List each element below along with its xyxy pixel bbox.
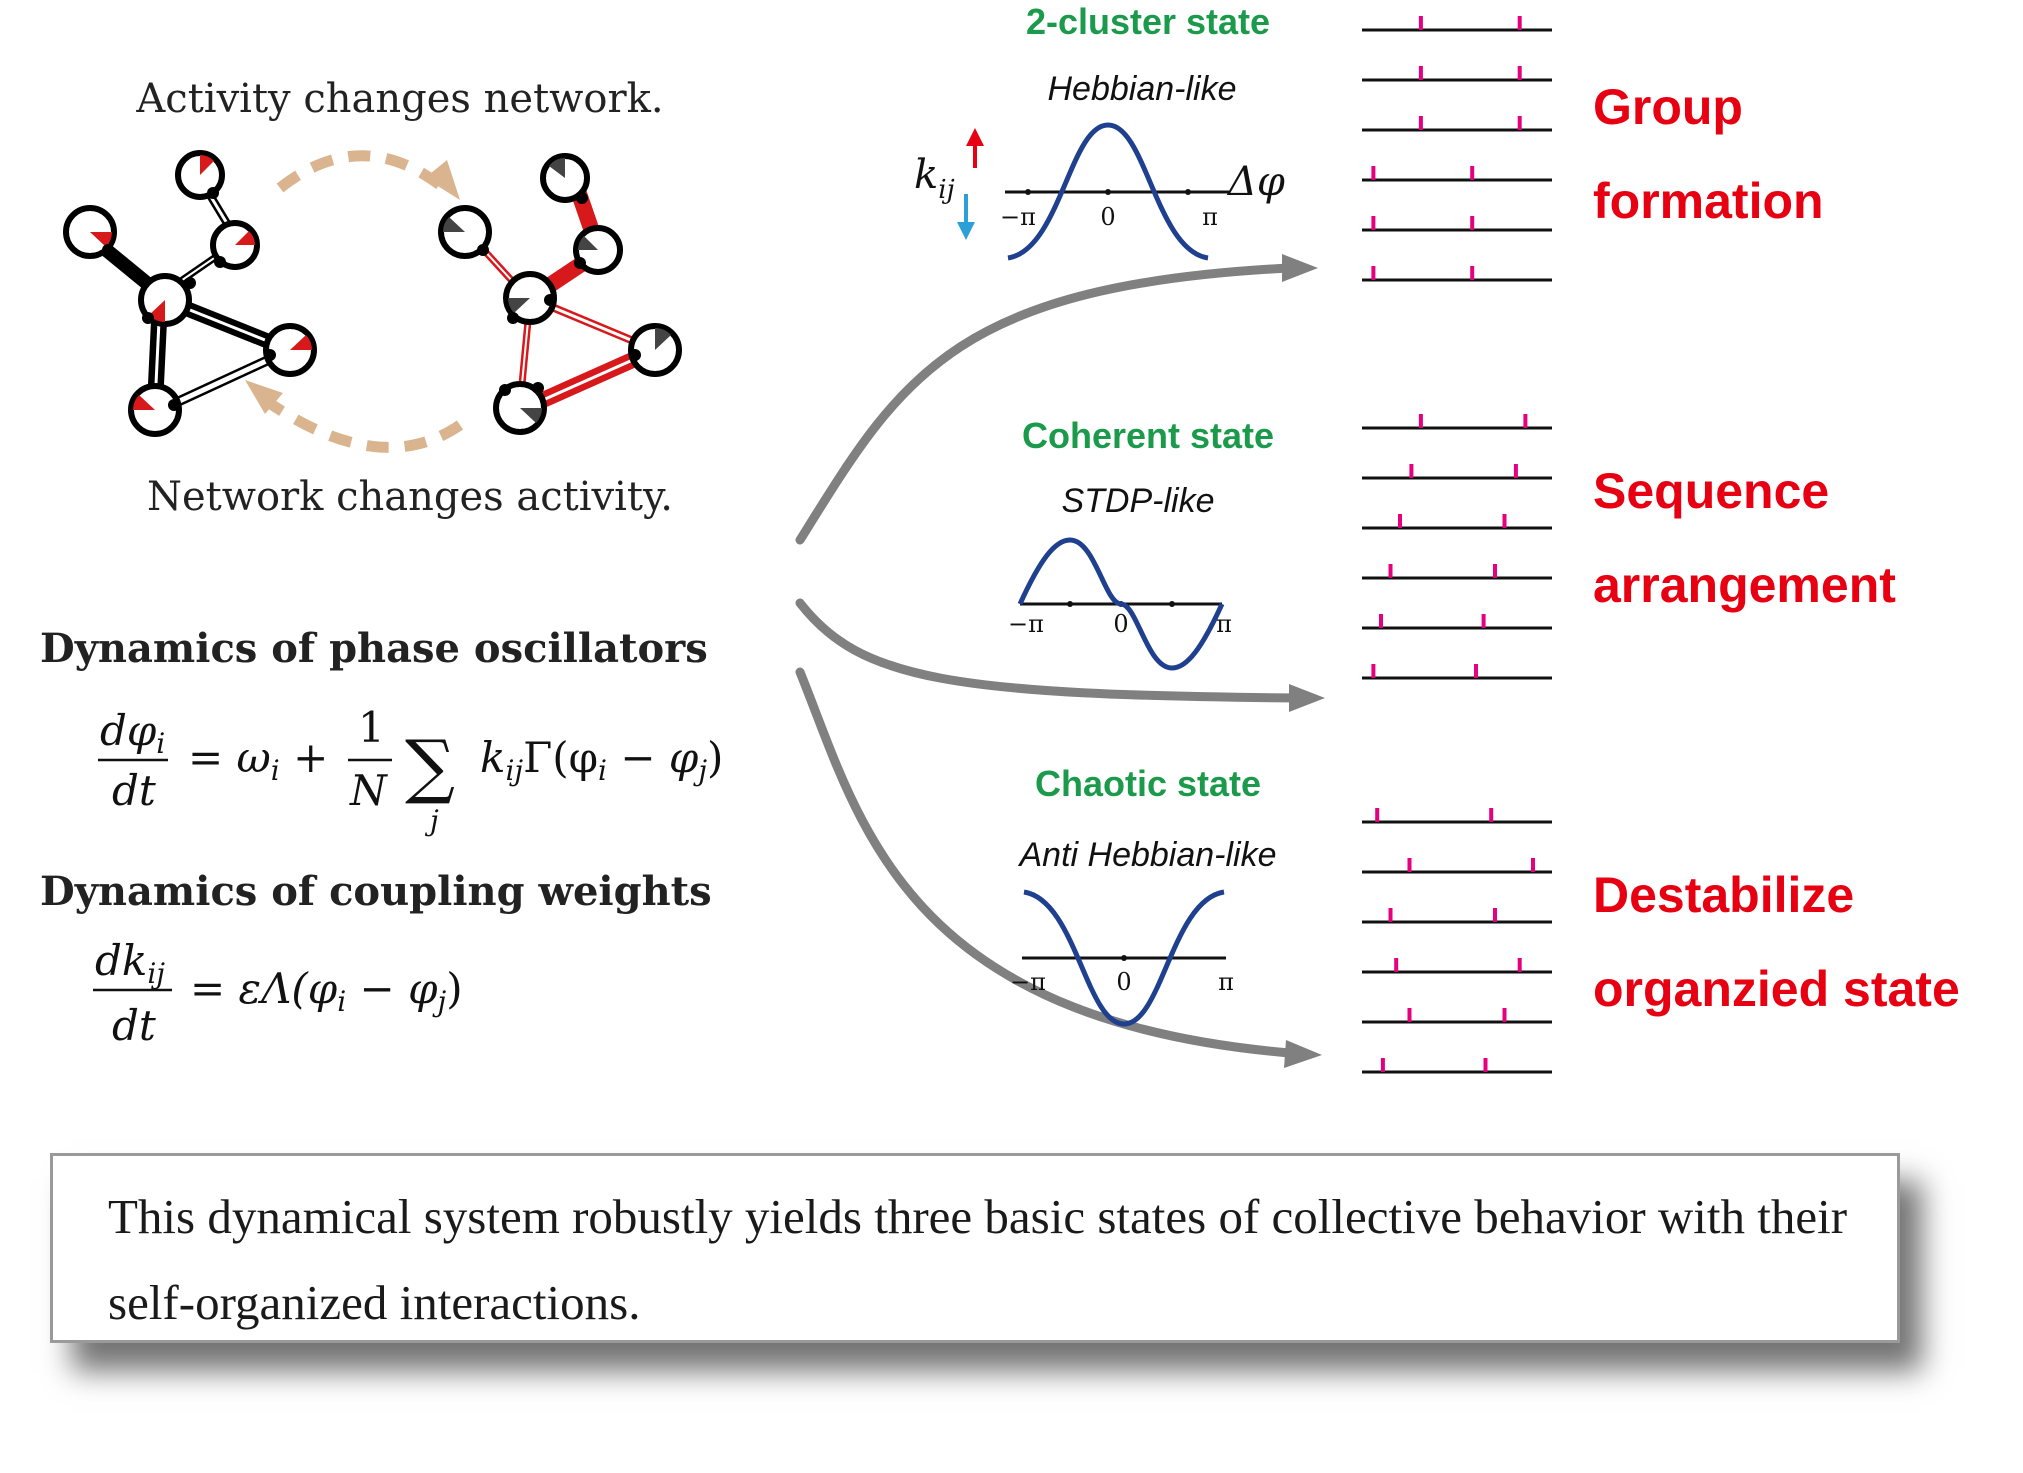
- phase-lhs-denominator: dt: [112, 766, 156, 815]
- axis-tick-right: π: [1216, 610, 1232, 638]
- result-label-group-line1: Group: [1593, 79, 1743, 135]
- learning-rule-label: Hebbian-like: [1047, 70, 1237, 108]
- result-label-group-line2: formation: [1593, 173, 1824, 229]
- upper-loop-arrowhead: [425, 160, 460, 200]
- caption-text: This dynamical system robustly yields three basic states of collective behavior with their self-organized interactions.: [108, 1189, 1848, 1330]
- lower-loop-arrow: [265, 400, 460, 447]
- coupling-axis-label: $k_{ij}$: [914, 152, 955, 205]
- coupling-lhs-numerator: dkij: [95, 936, 165, 990]
- equations-panel: [40, 625, 723, 1050]
- axis-tick-right: π: [1218, 968, 1234, 996]
- phase-dynamics-heading: Dynamics of phase oscillators: [40, 625, 708, 672]
- branch-arrow-top: [800, 268, 1290, 540]
- axis-tick-right: π: [1202, 203, 1218, 231]
- result-label-sequence-line1: Sequence: [1593, 463, 1830, 519]
- state-name: 2-cluster state: [1025, 1, 1271, 42]
- phase-equation: [98, 703, 723, 837]
- axis-tick-zero: 0: [1113, 610, 1129, 638]
- network-bottom-label: Network changes activity.: [146, 474, 674, 520]
- upper-loop-arrow: [280, 156, 440, 188]
- result-label-destabilize-line1: Destabilize: [1593, 867, 1855, 923]
- down-arrow-icon: [957, 222, 975, 240]
- branch-arrows: [800, 268, 1300, 1053]
- network-illustration: [66, 76, 679, 520]
- axis-tick-zero: 0: [1116, 968, 1132, 996]
- spike-rasters: [1362, 16, 1552, 1072]
- state-panel-2-cluster: [914, 1, 1285, 258]
- right-network-edges: [470, 182, 655, 408]
- result-label-destabilize-line2: organzied state: [1593, 961, 1960, 1017]
- state-name: Coherent state: [1021, 415, 1275, 456]
- up-arrow-icon: [966, 128, 984, 146]
- phase-rhs-omega: = ωi +: [188, 733, 329, 787]
- axis-tick-left: −π: [1008, 610, 1044, 638]
- caption-box: [50, 1153, 1900, 1343]
- axis-tick-zero: 0: [1100, 203, 1116, 231]
- learning-rule-label: Anti Hebbian-like: [1019, 836, 1277, 874]
- coupling-dynamics-heading: Dynamics of coupling weights: [40, 868, 712, 915]
- coupling-equation: [93, 936, 463, 1050]
- result-labels: [1593, 79, 1960, 1017]
- coupling-rhs: = εΛ(φi − φj): [190, 964, 463, 1018]
- axis-tick-left: −π: [1000, 203, 1036, 231]
- learning-rule-label: STDP-like: [1061, 482, 1215, 520]
- network-top-label: Activity changes network.: [136, 76, 664, 122]
- state-name: Chaotic state: [1034, 763, 1262, 804]
- state-panel-coherent: [1008, 415, 1274, 668]
- axis-tick-left: −π: [1010, 968, 1046, 996]
- phase-difference-label: Δφ: [1228, 159, 1285, 205]
- phase-frac-numerator: 1: [358, 703, 385, 752]
- coupling-lhs-denominator: dt: [112, 1001, 156, 1050]
- summation-index: j: [430, 804, 439, 837]
- phase-frac-denominator: N: [350, 766, 387, 815]
- result-label-sequence-line2: arrangement: [1593, 557, 1896, 613]
- summation-symbol: ∑: [405, 725, 455, 807]
- state-panel-chaotic: [1010, 763, 1277, 1024]
- phase-rhs-coupling: kijΓ(φi − φj): [480, 733, 724, 787]
- branch-arrowheads: [1282, 254, 1325, 1068]
- phase-lhs-numerator: dφi: [100, 706, 166, 760]
